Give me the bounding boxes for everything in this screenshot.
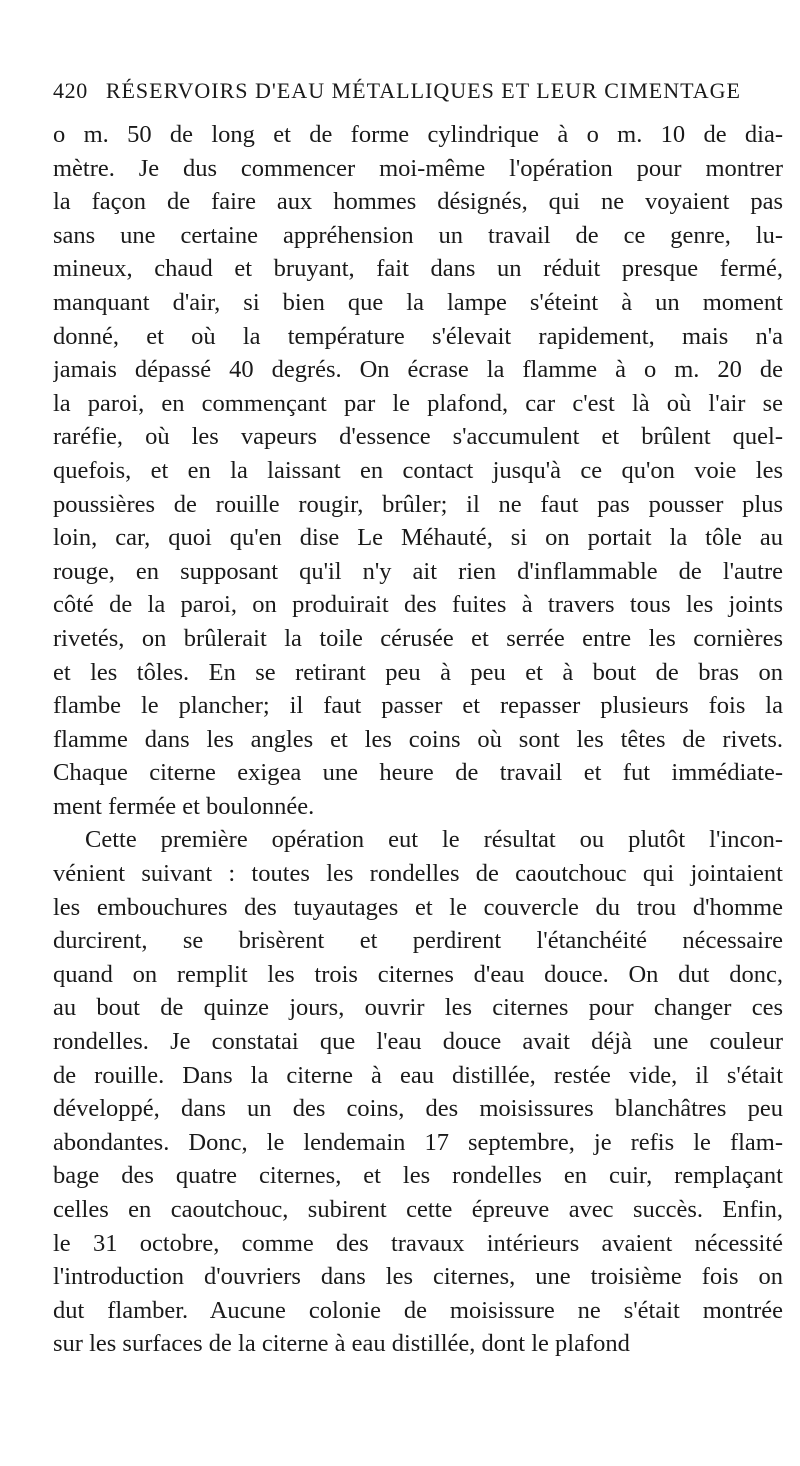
text-line: ment fermée et boulonnée. [53,792,315,820]
text-line: le 31 octobre, comme des travaux intérieurs avaient nécessité [53,1229,783,1257]
text-line: donné, et où la température s'élevait rapidement, mais n'a [53,322,783,350]
paragraph [53,823,783,1361]
text-line: celles en caoutchouc, subirent cette épreuve avec succès. Enfin, [53,1196,783,1223]
text-line: la façon de faire aux hommes désignés, qui ne voyaient pas [53,188,783,216]
text-line: quefois, et en la laissant en contact jusqu'à ce qu'on voie les [53,456,783,484]
text-line: rondelles. Je constatai que l'eau douce avait déjà une couleur [53,1028,783,1056]
text-line: les embouchures des tuyautages et le couvercle du trou d'homme [53,893,783,921]
text-line: au bout de quinze jours, ouvrir les citernes pour changer ces [53,994,783,1022]
text-line: raréfie, où les vapeurs d'essence s'accumulent et brûlent quel- [53,423,783,451]
text-line: Cette première opération eut le résultat ou plutôt l'incon- [85,826,783,854]
text-line: quand on remplit les trois citernes d'eau douce. On dut donc, [53,960,783,988]
text-line: bage des quatre citernes, et les rondelles en cuir, remplaçant [53,1162,783,1190]
running-header [53,78,783,118]
text-line: dut flamber. Aucune colonie de moisissure ne s'était montrée [53,1296,783,1324]
body-text [53,118,783,1361]
text-line: rivetés, on brûlerait la toile cérusée et serrée entre les cornières [53,624,783,652]
text-line: vénient suivant : toutes les rondelles de caoutchouc qui jointaient [53,860,783,888]
text-line: loin, car, quoi qu'en dise Le Méhauté, si on portait la tôle au [53,524,783,552]
text-line: développé, dans un des coins, des moisissures blanchâtres peu [53,1095,783,1123]
text-line: sur les surfaces de la citerne à eau distillée, dont le plafond [53,1330,630,1358]
text-line: l'introduction d'ouvriers dans les citernes, une troisième fois on [53,1263,783,1291]
text-line: mineux, chaud et bruyant, fait dans un réduit presque fermé, [53,255,783,283]
text-line: abondantes. Donc, le lendemain 17 septembre, je refis le flam- [53,1128,783,1156]
text-line: rouge, en supposant qu'il n'y ait rien d'inflammable de l'autre [53,557,783,585]
text-line: o m. 50 de long et de forme cylindrique à o m. 10 de dia- [53,121,783,148]
text-line: de rouille. Dans la citerne à eau distillée, restée vide, il s'était [53,1061,783,1089]
running-title: RÉSERVOIRS D'EAU MÉTALLIQUES ET LEUR CIMENTAGE [105,78,741,103]
text-line: côté de la paroi, on produirait des fuites à travers tous les joints [53,591,783,619]
text-line: sans une certaine appréhension un travail de ce genre, lu- [53,221,783,249]
paragraph [53,118,783,823]
text-line: manquant d'air, si bien que la lampe s'éteint à un moment [53,288,783,316]
text-line: et les tôles. En se retirant peu à peu et à bout de bras on [53,658,783,686]
text-line: flamme dans les angles et les coins où sont les têtes de rivets. [53,725,783,753]
text-line: flambe le plancher; il faut passer et repasser plusieurs fois la [53,692,783,720]
text-line: Chaque citerne exigea une heure de travail et fut immédiate- [53,759,783,787]
text-line: jamais dépassé 40 degrés. On écrase la flamme à o m. 20 de [53,356,783,384]
page-number: 420 [53,78,88,103]
text-line: mètre. Je dus commencer moi-même l'opération pour montrer [53,154,783,182]
text-line: la paroi, en commençant par le plafond, car c'est là où l'air se [53,389,783,417]
book-page [53,78,783,1361]
text-line: durcirent, se brisèrent et perdirent l'étanchéité nécessaire [53,927,783,955]
text-line: poussières de rouille rougir, brûler; il ne faut pas pousser plus [53,490,783,518]
